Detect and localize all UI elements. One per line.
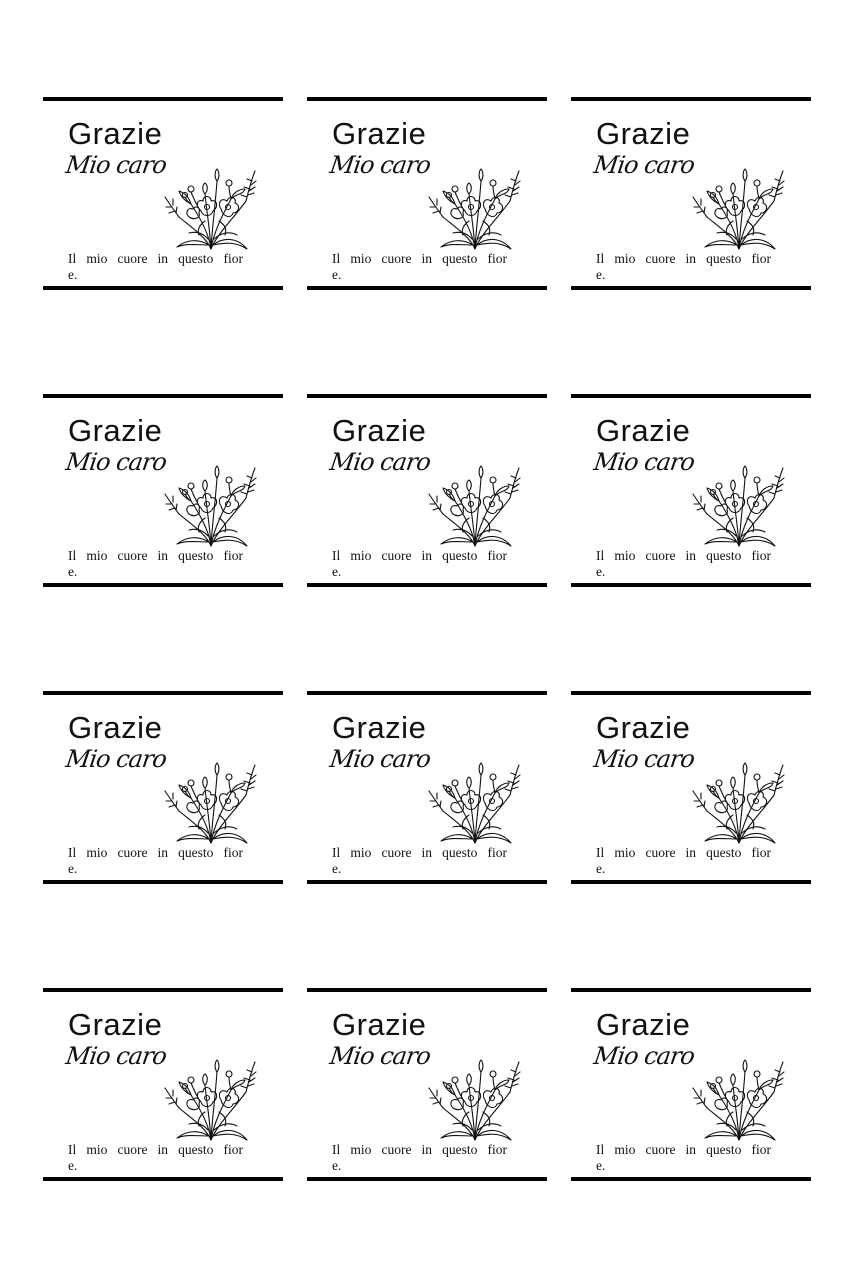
card-message: Il mio cuore in questo fior	[596, 251, 771, 266]
flower-bouquet-icon	[425, 159, 525, 251]
thank-you-card	[43, 97, 283, 290]
thank-you-card	[571, 691, 811, 884]
thank-you-card	[571, 988, 811, 1181]
thank-you-card	[571, 394, 811, 587]
flower-bouquet-icon	[689, 753, 789, 845]
card-message: Il mio cuore in questo fior	[596, 1142, 771, 1157]
card-title: Grazie	[332, 710, 427, 745]
card-message-end: e.	[332, 267, 342, 282]
card-message-end: e.	[332, 861, 342, 876]
thank-you-card	[43, 988, 283, 1181]
card-subtitle: Mio caro	[64, 745, 168, 773]
card-title: Grazie	[68, 116, 163, 151]
card-title: Grazie	[596, 1007, 691, 1042]
flower-bouquet-icon	[161, 753, 261, 845]
card-title: Grazie	[68, 1007, 163, 1042]
card-subtitle: Mio caro	[328, 1042, 432, 1070]
card-message: Il mio cuore in questo fior	[68, 251, 243, 266]
card-title: Grazie	[596, 710, 691, 745]
card-message: Il mio cuore in questo fior	[68, 548, 243, 563]
card-message-end: e.	[68, 267, 78, 282]
card-title: Grazie	[332, 116, 427, 151]
card-subtitle: Mio caro	[64, 448, 168, 476]
thank-you-card	[43, 394, 283, 587]
card-subtitle: Mio caro	[592, 1042, 696, 1070]
card-message: Il mio cuore in questo fior	[596, 548, 771, 563]
flower-bouquet-icon	[689, 159, 789, 251]
card-message-end: e.	[68, 1158, 78, 1173]
card-subtitle: Mio caro	[64, 151, 168, 179]
card-subtitle: Mio caro	[592, 448, 696, 476]
card-message-end: e.	[596, 267, 606, 282]
flower-bouquet-icon	[161, 456, 261, 548]
card-message-end: e.	[596, 861, 606, 876]
thank-you-card	[307, 988, 547, 1181]
card-title: Grazie	[596, 116, 691, 151]
thank-you-card	[43, 691, 283, 884]
card-subtitle: Mio caro	[592, 745, 696, 773]
card-subtitle: Mio caro	[64, 1042, 168, 1070]
flower-bouquet-icon	[689, 1050, 789, 1142]
card-message: Il mio cuore in questo fior	[332, 845, 507, 860]
card-message-end: e.	[596, 1158, 606, 1173]
flower-bouquet-icon	[161, 159, 261, 251]
flower-bouquet-icon	[689, 456, 789, 548]
card-subtitle: Mio caro	[592, 151, 696, 179]
flower-bouquet-icon	[425, 753, 525, 845]
thank-you-card	[307, 691, 547, 884]
card-title: Grazie	[596, 413, 691, 448]
card-message-end: e.	[68, 564, 78, 579]
card-message: Il mio cuore in questo fior	[332, 548, 507, 563]
flower-bouquet-icon	[425, 456, 525, 548]
card-message-end: e.	[596, 564, 606, 579]
thank-you-card	[307, 97, 547, 290]
card-title: Grazie	[68, 413, 163, 448]
card-title: Grazie	[332, 413, 427, 448]
card-message: Il mio cuore in questo fior	[68, 845, 243, 860]
thank-you-card	[571, 97, 811, 290]
card-subtitle: Mio caro	[328, 151, 432, 179]
flower-bouquet-icon	[425, 1050, 525, 1142]
card-title: Grazie	[68, 710, 163, 745]
thank-you-card	[307, 394, 547, 587]
card-message-end: e.	[332, 1158, 342, 1173]
card-message: Il mio cuore in questo fior	[332, 251, 507, 266]
card-message: Il mio cuore in questo fior	[596, 845, 771, 860]
card-message-end: e.	[68, 861, 78, 876]
card-subtitle: Mio caro	[328, 745, 432, 773]
card-message-end: e.	[332, 564, 342, 579]
card-message: Il mio cuore in questo fior	[332, 1142, 507, 1157]
card-message: Il mio cuore in questo fior	[68, 1142, 243, 1157]
flower-bouquet-icon	[161, 1050, 261, 1142]
card-title: Grazie	[332, 1007, 427, 1042]
card-subtitle: Mio caro	[328, 448, 432, 476]
